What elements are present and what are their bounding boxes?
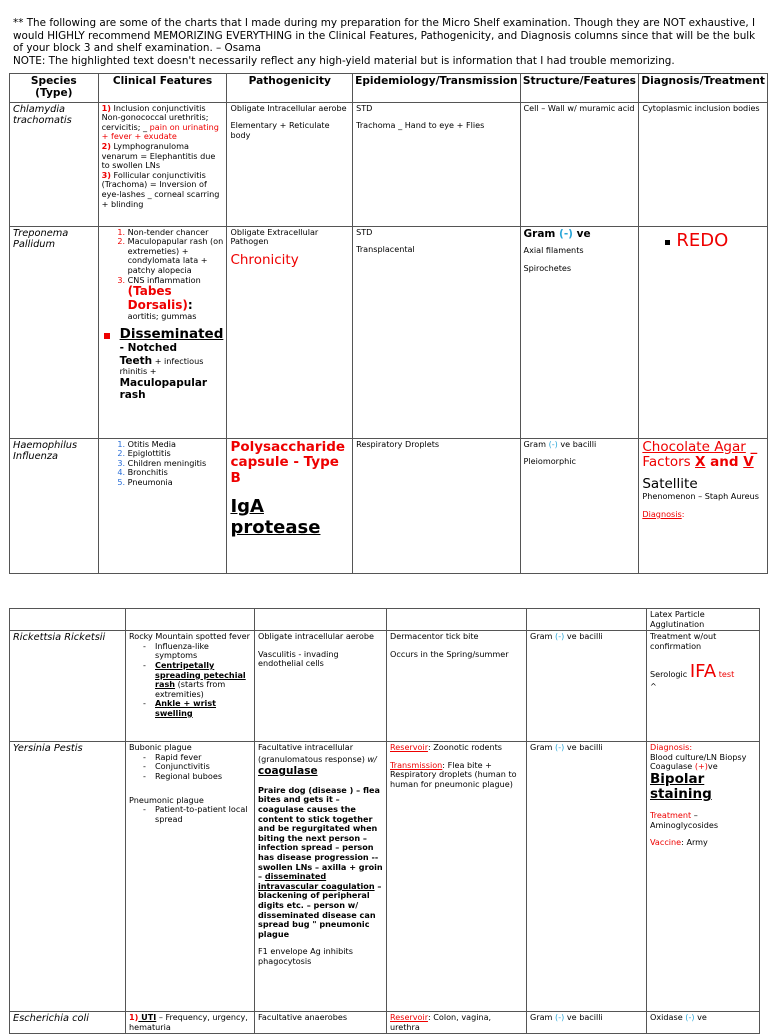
header-pathogenicity: Pathogenicity [227,74,353,103]
table-row [10,1012,760,1034]
pathogenicity-text: Vasculitis - invading endothelial cells [258,648,339,669]
clinical-text: Inclusion conjunctivitis Non-gonococcal urethritis; cervicitis; [101,102,209,132]
structure-text: Pleiomorphic [523,456,576,467]
list-number: 3) [101,169,111,180]
clinical-text: Pneumonic plague [129,794,204,805]
epidemiology-text: Dermacentor tick bite [390,631,479,642]
list-item: - Conjunctivitis [143,762,251,772]
list-item: - Influenza-like symptoms [143,642,251,661]
clinical-list [102,440,224,488]
header-clinical: Clinical Features [98,74,227,103]
structure-text: Spirochetes [523,262,572,273]
list-item: 2. Epiglottitis [128,449,224,459]
pathogenicity-text: F1 envelope Ag inhibits phagocytosis [258,946,353,966]
clinical-list [129,753,251,782]
pathogenicity-text: Obligate Intracellular aerobe [230,102,347,113]
list-item: - Ankle + wrist swelling [143,699,251,718]
table-row [10,609,760,631]
redo-note [660,230,764,251]
species-name: Chlamydia trachomatis [13,103,72,126]
maculopapular-label: Maculopapular rash [119,376,208,402]
chart-table-2 [9,608,760,1034]
treatment-text: Treatment – Aminoglycosides [650,809,719,830]
structure-text: Cell – Wall w/ muramic acid [523,102,635,113]
diagnosis-text: Treatment w/out confirmation [650,631,717,651]
clinical-cell [98,226,227,438]
species-name: Treponema Pallidum [13,227,69,250]
list-item: 1. Non-tender chancer [128,228,224,238]
list-item: - Patient-to-patient local spread [143,805,251,824]
clinical-text: Bubonic plague [129,742,192,753]
diagnosis-label: Diagnosis: [650,742,693,753]
clinical-cell [126,631,255,742]
clinical-text: Rocky Mountain spotted fever [129,631,250,642]
diagnosis-text: Cytoplasmic inclusion bodies [642,102,760,113]
clinical-cell: 1) UTI – Frequency, urgency, hematuria [126,1012,255,1034]
gram-stain: Gram (-) ve bacilli [530,742,603,753]
table-row [10,102,768,226]
list-item: 1. Otitis Media [128,440,224,450]
epidemiology-text: Transmission: Flea bite + Respiratory droplets (human to human for pneumonic plague) [390,759,517,789]
pathogenicity-text: Facultative intracellular (granulomatous response) w/ coagulase [258,742,377,778]
list-item: - Rapid fever [143,753,251,763]
intro-note [13,17,758,67]
iga-protease-label: IgA protease [230,496,321,539]
header-row [10,74,768,103]
clinical-text: Follicular conjunctivitis (Trachoma) = Inversion of eye-lashes [101,169,207,199]
table-row [10,226,768,438]
list-item-detail: aortitis; gummas [127,311,197,322]
list-number: 2) [101,140,111,151]
species-name: Yersinia Pestis [13,743,83,755]
list-item: 5. Pneumonia [128,478,224,488]
list-item: - Centripetally spreading petechial rash (starts from extremities) [143,661,251,699]
disseminated-label: Disseminated [119,325,224,342]
diagnosis-text: Blood culture/LN Biopsy [650,751,747,762]
header-epidemiology: Epidemiology/Transmission [353,74,520,103]
clinical-list [102,228,224,322]
gram-stain: Gram (-) ve [523,227,591,240]
clinical-text: Lymphogranuloma venarum = Elephantitis due to swollen LNs [101,140,216,171]
ifa-test: Serologic IFA test [650,661,735,683]
list-item: - Regional buboes [143,772,251,782]
epidemiology-text: STD [356,226,373,237]
pathogenicity-text: Elementary + Reticulate body [230,120,330,140]
epidemiology-text: Occurs in the Spring/summer [390,648,509,659]
diagnosis-text: Phenomenon – Staph Aureus [642,491,759,502]
teeth-label: Teeth [119,354,153,367]
list-number: 1) [101,102,111,113]
list-item: 4. Bronchitis [128,468,224,478]
epidemiology-text: Respiratory Droplets [356,438,440,449]
list-item: 2. Maculopapular rash (on extremeties) + condylomata lata + patchy alopecia [128,237,224,275]
diagnosis-text: Latex Particle Agglutination [650,609,705,629]
list-item: 3. Children meningitis [128,459,224,469]
header-structure: Structure/Features [520,74,639,103]
gram-stain: Gram (-) ve bacilli [530,1012,603,1023]
pathogenicity-text: Praire dog (disease ) – flea bites and gets it – coagulase causes the content to stick together and be regurgitated when biting the next person – infection spread – person has disease progression -- swollen LNs – axilla + groin – disseminated intravascular coagulation – blackening of peripheral digits etc. – person w/ disseminated disease can spread bug " pneumonic plague [258,784,383,939]
diagnosis-label: Diagnosis: [642,508,685,519]
gram-stain: Gram (-) ve bacilli [523,438,597,449]
clinical-text: corneal scarring + blinding [101,188,220,209]
epidemiology-text: Trachoma _ Hand to eye + Flies [356,120,485,131]
species-name: Rickettsia Ricketsii [13,632,106,644]
dash: _ [147,188,152,199]
epidemiology-text: Transplacental [356,244,415,255]
clinical-cell [98,102,227,226]
satellite-label: Satellite [642,475,698,492]
diagnosis-text: Coagulase (+)ve [650,761,718,772]
capsule-label: Polysaccharide capsule - Type B [230,438,346,486]
diagnosis-text: ^ [650,681,657,692]
diagnosis-text: Oxidase (-) ve [650,1012,707,1023]
pathogenicity-text: Obligate intracellular aerobe [258,631,374,642]
list-item: 3. CNS inflammation (Tabes Dorsalis): aortitis; gummas [128,276,224,322]
clinical-list [129,642,251,719]
chocolate-agar: Chocolate Agar _ [642,438,758,455]
factors-x-v: Factors X and V [642,454,754,471]
epidemiology-text: Reservoir: Zoonotic rodents [390,742,502,753]
clinical-cell [126,742,255,1012]
structure-text: Axial filaments [523,245,584,256]
epidemiology-text: STD [356,102,373,113]
chart-table-1 [9,73,768,574]
header-species: Species (Type) [10,74,99,103]
header-diagnosis: Diagnosis/Treatment [639,74,768,103]
vaccine-text: Vaccine: Army [650,837,708,848]
gram-stain: Gram (-) ve bacilli [530,631,603,642]
table-row [10,438,768,573]
bipolar-staining: Bipolar staining [650,770,712,803]
clinical-list [129,805,251,824]
chronicity-label: Chronicity [230,251,299,268]
pathogenicity-text: Obligate Extracellular Pathogen [230,226,319,247]
clinical-cell [98,438,227,573]
epidemiology-text: Reservoir: Colon, vagina, urethra [390,1012,492,1032]
species-name: Haemophilus Influenza [13,439,78,462]
table-row [10,742,760,1012]
pathogenicity-text: Facultative anaerobes [258,1012,348,1023]
intro-line-1: ** The following are some of the charts that I made during my preparation for the Micro Shelf examination. Though they are NOT exhaustive, I would HIGHLY recommend MEMORIZING EVERYTHING in the Clinical Features, Pathogenicity, and Diagnosis columns since that will be the bulk of your block 3 and shelf examination. – Osama [13,17,756,55]
redo-label: REDO [676,229,729,251]
intro-line-2: NOTE: The highlighted text doesn't necessarily reflect any high-yield material but is information that I had trouble memorizing. [13,54,675,67]
table-row [10,631,760,742]
dash: _ [143,121,148,132]
clinical-highlight: pain on urinating + fever + exudate [101,121,219,142]
species-name: Escherichia coli [13,1013,89,1025]
disseminated-note: Disseminated - Notched Teeth + infectious rhinitis + Maculopapular rash [102,327,224,402]
tabes-dorsalis: (Tabes Dorsalis) [127,284,188,312]
